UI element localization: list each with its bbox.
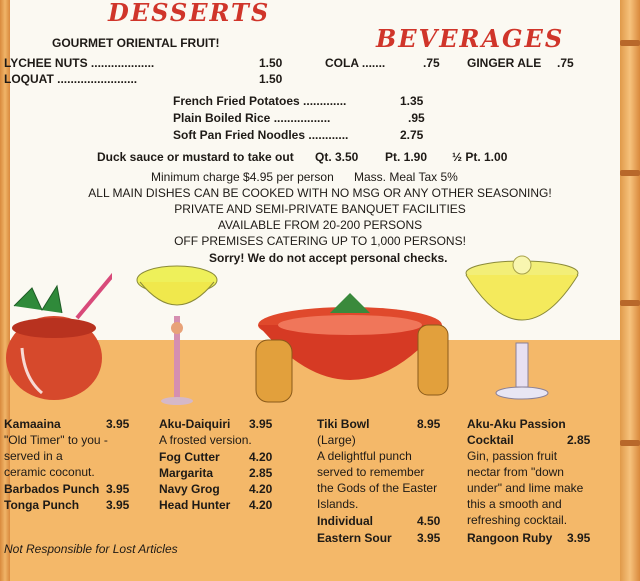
coconut-drink-illustration xyxy=(2,258,112,400)
drink-rangoon-ruby-price: 3.95 xyxy=(567,531,591,545)
dessert-price-lychee: 1.50 xyxy=(259,56,283,70)
footer-notice: Not Responsible for Lost Articles xyxy=(4,542,178,556)
drink-aku-aku-passion: Aku-Aku Passion xyxy=(467,417,566,431)
drink-tonga-punch-price: 3.95 xyxy=(106,498,130,512)
drink-margarita: Margarita xyxy=(159,466,214,480)
drink-fog-cutter: Fog Cutter xyxy=(159,450,220,464)
tiki-bowl-illustration xyxy=(240,285,460,410)
beverages-title: BEVERAGES xyxy=(376,24,565,53)
notice-min-charge: Minimum charge $4.95 per person xyxy=(151,170,334,184)
drink-tiki-desc-3: served to remember xyxy=(317,465,425,479)
drink-head-hunter: Head Hunter xyxy=(159,498,231,512)
notice-available: AVAILABLE FROM 20-200 PERSONS xyxy=(217,218,423,232)
drink-kamaaina: Kamaaina xyxy=(4,417,61,431)
desserts-subtitle: GOURMET ORIENTAL FRUIT! xyxy=(52,36,220,50)
drink-aku-aku-desc-3: under" and lime make xyxy=(467,481,584,495)
daiquiri-glass-illustration xyxy=(132,258,222,408)
drink-aku-daiquiri-desc: A frosted version. xyxy=(159,433,252,447)
duck-sauce-qt: Qt. 3.50 xyxy=(315,150,359,164)
drink-kamaaina-desc-3: ceramic coconut. xyxy=(4,465,95,479)
drink-head-hunter-price: 4.20 xyxy=(249,498,273,512)
side-price-noodles: 2.75 xyxy=(400,128,424,142)
drink-fog-cutter-price: 4.20 xyxy=(249,450,273,464)
duck-sauce-label: Duck sauce or mustard to take out xyxy=(97,150,294,164)
notice-banquet: PRIVATE AND SEMI-PRIVATE BANQUET FACILITIES xyxy=(174,202,466,216)
dessert-price-loquat: 1.50 xyxy=(259,72,283,86)
drink-margarita-price: 2.85 xyxy=(249,466,273,480)
bamboo-frame-right xyxy=(620,0,640,581)
drink-aku-aku-desc-1: Gin, passion fruit xyxy=(467,449,558,463)
drink-individual-price: 4.50 xyxy=(417,514,441,528)
drink-tiki-bowl-price: 8.95 xyxy=(417,417,441,431)
drink-navy-grog-price: 4.20 xyxy=(249,482,273,496)
drink-rangoon-ruby: Rangoon Ruby xyxy=(467,531,553,545)
drink-aku-aku-desc-4: this a smooth and xyxy=(467,497,562,511)
drink-kamaaina-price: 3.95 xyxy=(106,417,130,431)
duck-sauce-pt: Pt. 1.90 xyxy=(385,150,428,164)
drink-aku-daiquiri-price: 3.95 xyxy=(249,417,273,431)
side-item-rice: Plain Boiled Rice ................. xyxy=(173,111,331,125)
side-price-rice: .95 xyxy=(408,111,425,125)
drink-tiki-bowl: Tiki Bowl xyxy=(317,417,370,431)
drink-aku-daiquiri: Aku-Daiquiri xyxy=(159,417,231,431)
drink-barbados-punch: Barbados Punch xyxy=(4,482,100,496)
drink-aku-aku-price: 2.85 xyxy=(567,433,591,447)
drink-navy-grog: Navy Grog xyxy=(159,482,220,496)
dessert-item-lychee: LYCHEE NUTS ................... xyxy=(4,56,155,70)
notice-tax: Mass. Meal Tax 5% xyxy=(354,170,458,184)
side-item-noodles: Soft Pan Fried Noodles ............ xyxy=(173,128,349,142)
drink-kamaaina-desc-2: served in a xyxy=(4,449,63,463)
drink-tiki-desc-2: A delightful punch xyxy=(317,449,412,463)
beverage-item-ginger-ale: GINGER ALE xyxy=(467,56,542,70)
drink-tiki-desc-1: (Large) xyxy=(317,433,356,447)
notice-checks: Sorry! We do not accept personal checks. xyxy=(209,251,448,265)
duck-sauce-half-pt: ½ Pt. 1.00 xyxy=(452,150,508,164)
beverage-price-cola: .75 xyxy=(423,56,440,70)
beverage-price-ginger-ale: .75 xyxy=(557,56,574,70)
desserts-title: DESSERTS xyxy=(108,0,271,27)
passion-cocktail-glass-illustration xyxy=(460,255,585,405)
drink-eastern-sour-price: 3.95 xyxy=(417,531,441,545)
drink-aku-aku-cocktail: Cocktail xyxy=(467,433,514,447)
drink-aku-aku-desc-2: nectar from "down xyxy=(467,465,564,479)
notice-catering: OFF PREMISES CATERING UP TO 1,000 PERSONS! xyxy=(174,234,466,248)
beverage-item-cola: COLA ....... xyxy=(325,56,386,70)
dessert-item-loquat: LOQUAT ........................ xyxy=(4,72,138,86)
drink-eastern-sour: Eastern Sour xyxy=(317,531,392,545)
drink-individual: Individual xyxy=(317,514,374,528)
drink-tiki-desc-4: the Gods of the Easter xyxy=(317,481,438,495)
notice-msg: ALL MAIN DISHES CAN BE COOKED WITH NO MSG OR ANY OTHER SEASONING! xyxy=(88,186,552,200)
side-item-fries: French Fried Potatoes ............. xyxy=(173,94,347,108)
drink-tiki-desc-5: Islands. xyxy=(317,497,359,511)
drink-tonga-punch: Tonga Punch xyxy=(4,498,80,512)
drink-barbados-punch-price: 3.95 xyxy=(106,482,130,496)
drink-aku-aku-desc-5: refreshing cocktail. xyxy=(467,513,568,527)
side-price-fries: 1.35 xyxy=(400,94,424,108)
drink-kamaaina-desc-1: "Old Timer" to you - xyxy=(4,433,108,447)
